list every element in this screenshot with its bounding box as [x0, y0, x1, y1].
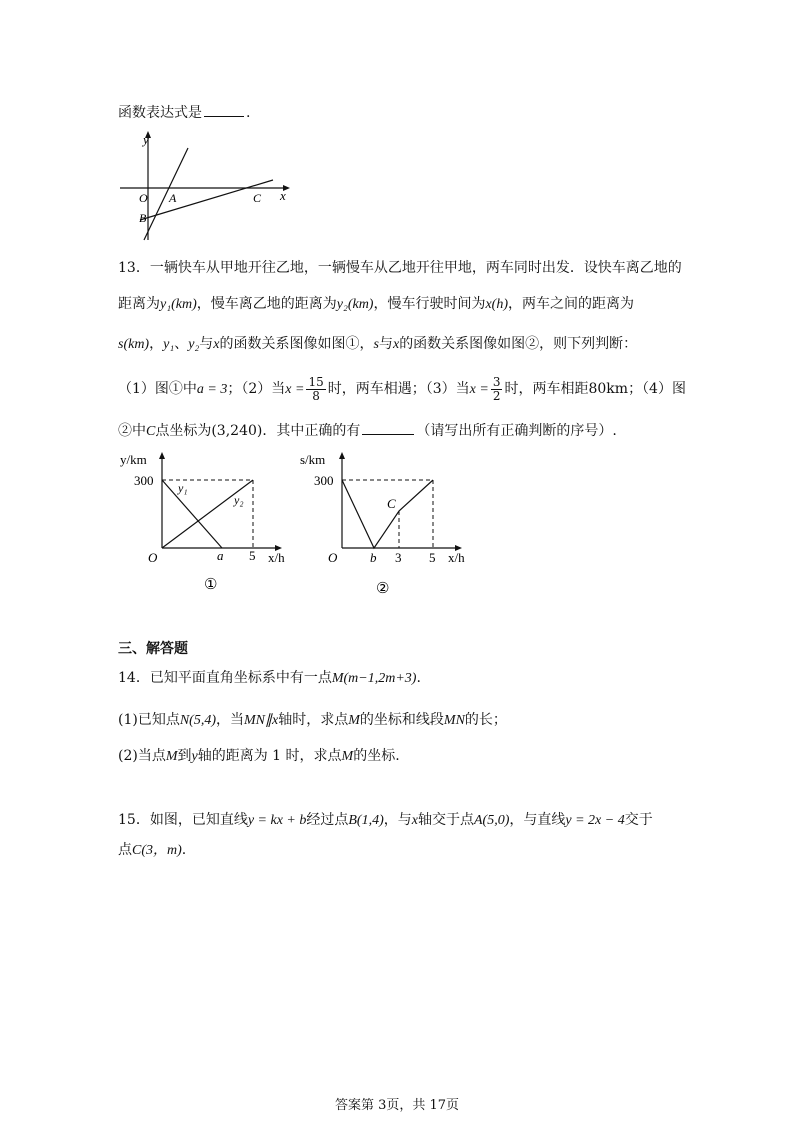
q12-tail: 函数表达式是 .	[118, 102, 250, 123]
answer-blank	[362, 420, 414, 435]
line-y1	[162, 480, 222, 548]
y-tick-300: 300	[134, 473, 154, 488]
q14-part1: (1)已知点N(5,4)，当MN∥x轴时，求点M的坐标和线段MN的长；	[118, 712, 507, 728]
q13-line3: s(km)，y₁、y₂与x的函数关系图像如图①，s与x的函数关系图像如图②，则下列判断：	[118, 336, 638, 352]
tick-b: b	[370, 550, 377, 565]
figure-q12	[115, 128, 295, 243]
tick-a: a	[217, 548, 224, 563]
q14-stem: 14．已知平面直角坐标系中有一点M(m−1,2m+3).	[118, 670, 421, 686]
tick-5: 5	[429, 550, 436, 565]
y-tick-300: 300	[314, 473, 334, 488]
label-y2: y₂	[234, 493, 244, 507]
q13-line2: 距离为y₁(km)，慢车离乙地的距离为y₂(km)，慢车行驶时间为x(h)，两车之间的距离为	[118, 296, 635, 312]
answer-blank	[204, 102, 244, 117]
caption-2: ②	[376, 581, 390, 597]
x-axis-label: x/h	[268, 550, 285, 565]
point-c-label: C	[253, 191, 262, 205]
caption-1: ①	[204, 577, 218, 593]
section-heading: 三、解答题	[118, 641, 188, 657]
page-footer: 答案第 3页，共 17页	[334, 1098, 460, 1113]
q13-line1: 13．一辆快车从甲地开往乙地，一辆慢车从乙地开往甲地，两车同时出发．设快车离乙地的	[118, 260, 682, 276]
q14-part2: (2)当点M到y轴的距离为 1 时，求点M的坐标.	[118, 748, 400, 764]
origin-label: O	[139, 191, 148, 205]
line-y2	[162, 480, 253, 548]
fraction-3-2: $\frac{3}{2}$	[492, 374, 501, 403]
point-a-label: A	[169, 191, 177, 205]
figure-q13-1	[118, 448, 303, 598]
origin-label: O	[328, 550, 338, 565]
point-c-label: C	[387, 496, 396, 511]
figure-q13-2	[298, 448, 483, 598]
y-axis-label: s/km	[300, 452, 326, 467]
q13-line4: （1）图①中a = 3；（2）当x = $\frac{15}{8}$ 时，两车相遇；（3）当x = $\frac{3}{2}$ 时，两车相距80km；（4）图	[118, 374, 686, 403]
x-axis-label: x/h	[448, 550, 465, 565]
x-label: x	[280, 188, 286, 203]
point-b-label: B	[139, 211, 147, 225]
label-y1: y₁	[178, 481, 188, 495]
tick-5: 5	[249, 548, 256, 563]
line-s	[342, 480, 433, 548]
origin-label: O	[148, 550, 158, 565]
tick-3: 3	[395, 550, 402, 565]
y-label: y	[143, 132, 149, 147]
q15-line1: 15．如图，已知直线y = kx + b经过点B(1,4)，与x轴交于点A(5,0)，与直线y = 2x − 4交于	[118, 812, 653, 828]
q13-line5: ②中C点坐标为(3,240)．其中正确的有 （请写出所有正确判断的序号）.	[118, 420, 617, 442]
line-ab	[144, 148, 188, 240]
q15-line2: 点C(3，m).	[118, 842, 187, 858]
y-axis-label: y/km	[120, 452, 147, 467]
fraction-15-8: $\frac{15}{8}$	[308, 374, 324, 403]
